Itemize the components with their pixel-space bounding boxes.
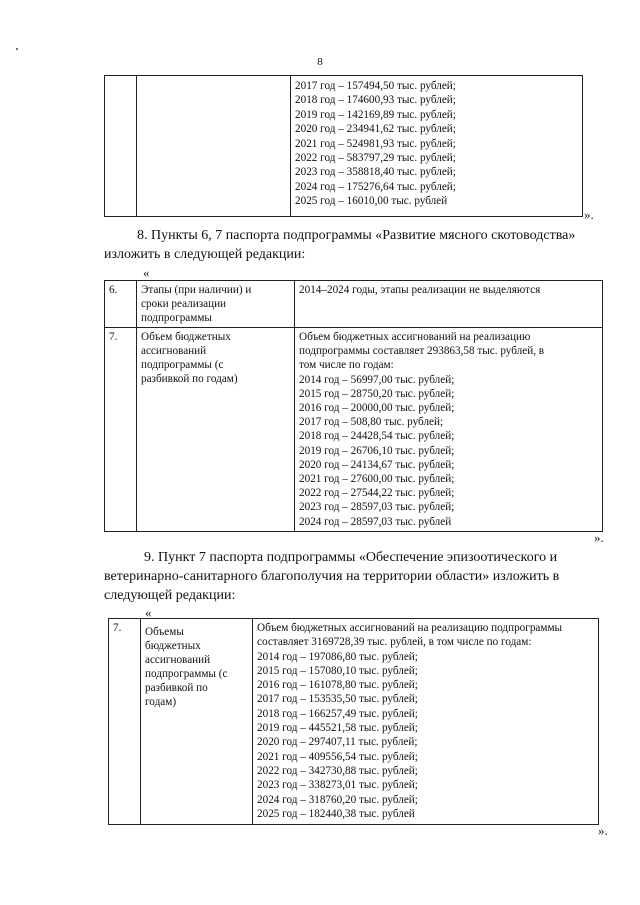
value-line: 2023 год – 338273,01 тыс. рублей; bbox=[257, 779, 418, 792]
value-line: составляет 3169728,39 тыс. рублей, в том числе по годам: bbox=[257, 636, 532, 649]
paragraph-9-line2: ветеринарно-санитарного благополучия на территории области» изложить в bbox=[104, 569, 560, 584]
label-line: годам) bbox=[145, 696, 177, 708]
label-line: ассигнований bbox=[141, 345, 207, 357]
value-line: 2014 год – 56997,00 тыс. рублей; bbox=[299, 373, 455, 386]
label-line: Этапы (при наличии) и bbox=[141, 284, 252, 296]
paragraph-9-line1: 9. Пункт 7 паспорта подпрограммы «Обеспечение эпизоотического и bbox=[144, 550, 558, 565]
table-row bbox=[105, 281, 603, 328]
value-line: 2016 год – 20000,00 тыс. рублей; bbox=[299, 402, 455, 415]
value-line: 2024 год – 28597,03 тыс. рублей bbox=[299, 515, 452, 528]
row-number: 6. bbox=[105, 281, 137, 328]
closing-quote: ». bbox=[594, 530, 604, 545]
value-line: 2015 год – 28750,20 тыс. рублей; bbox=[299, 387, 455, 400]
value-line: 2022 год – 27544,22 тыс. рублей; bbox=[299, 487, 455, 500]
year-line: 2023 год – 358818,40 тыс. рублей; bbox=[295, 166, 456, 179]
row-value: 2014–2024 годы, этапы реализации не выделяются bbox=[295, 281, 603, 328]
scan-speck bbox=[16, 48, 18, 50]
year-line: 2018 год – 174600,93 тыс. рублей; bbox=[295, 94, 456, 107]
value-line: 2022 год – 342730,88 тыс. рублей; bbox=[257, 764, 418, 777]
table-cell-label bbox=[137, 76, 291, 217]
label-line: подпрограммы bbox=[141, 312, 212, 324]
value-line: 2018 год – 166257,49 тыс. рублей; bbox=[257, 707, 418, 720]
label-line: Объемы bbox=[145, 626, 184, 638]
paragraph-8-line1: 8. Пункты 6, 7 паспорта подпрограммы «Развитие мясного скотоводства» bbox=[137, 228, 576, 243]
table-row bbox=[105, 76, 583, 217]
value-line: 2021 год – 27600,00 тыс. рублей; bbox=[299, 473, 455, 486]
value-line: 2021 год – 409556,54 тыс. рублей; bbox=[257, 750, 418, 763]
row-label bbox=[137, 281, 295, 328]
year-line: 2017 год – 157494,50 тыс. рублей; bbox=[295, 80, 456, 92]
year-line: 2021 год – 524981,93 тыс. рублей; bbox=[295, 137, 456, 150]
paragraph-8-line2: изложить в следующей редакции: bbox=[104, 247, 306, 262]
label-line: бюджетных bbox=[145, 640, 201, 652]
table-row bbox=[109, 619, 599, 825]
row-number: 7. bbox=[109, 619, 141, 825]
value-line: 2023 год – 28597,03 тыс. рублей; bbox=[299, 501, 455, 514]
value-line: 2015 год – 157080,10 тыс. рублей; bbox=[257, 664, 418, 677]
label-line: ассигнований bbox=[145, 654, 211, 666]
table-cell-num bbox=[105, 76, 137, 217]
year-line: 2019 год – 142169,89 тыс. рублей; bbox=[295, 108, 456, 121]
table-row bbox=[105, 328, 603, 532]
row-value bbox=[295, 328, 603, 532]
closing-quote: ». bbox=[584, 207, 594, 222]
table-continuation bbox=[104, 75, 583, 217]
value-line: 2014 год – 197086,80 тыс. рублей; bbox=[257, 650, 418, 663]
row-value bbox=[253, 619, 599, 825]
value-line: 2017 год – 508,80 тыс. рублей; bbox=[299, 416, 444, 429]
value-line: 2019 год – 445521,58 тыс. рублей; bbox=[257, 722, 418, 735]
closing-quote: ». bbox=[598, 823, 608, 838]
row-label bbox=[141, 619, 253, 825]
value-line: 2017 год – 153535,50 тыс. рублей; bbox=[257, 693, 418, 706]
paragraph-9-line3: следующей редакции: bbox=[104, 588, 236, 603]
opening-quote: « bbox=[143, 265, 150, 280]
year-line: 2025 год – 16010,00 тыс. рублей bbox=[295, 195, 448, 208]
year-line: 2024 год – 175276,64 тыс. рублей; bbox=[295, 180, 456, 193]
value-line: том числе по годам: bbox=[299, 359, 394, 372]
row-label bbox=[137, 328, 295, 532]
value-line: 2025 год – 182440,38 тыс. рублей bbox=[257, 807, 415, 820]
year-line: 2022 год – 583797,29 тыс. рублей; bbox=[295, 152, 456, 165]
label-line: разбивкой по bbox=[145, 682, 208, 694]
year-line: 2020 год – 234941,62 тыс. рублей; bbox=[295, 123, 456, 136]
value-line: 2018 год – 24428,54 тыс. рублей; bbox=[299, 430, 455, 443]
label-line: подпрограммы (с bbox=[141, 359, 224, 371]
table-cell-value bbox=[291, 76, 583, 217]
table-subprogram-veterinary bbox=[108, 618, 599, 825]
value-line: 2020 год – 297407,11 тыс. рублей; bbox=[257, 736, 418, 749]
opening-quote: « bbox=[145, 605, 152, 620]
label-line: Объем бюджетных bbox=[141, 331, 231, 343]
value-line: подпрограммы составляет 293863,58 тыс. рублей, в bbox=[299, 345, 545, 358]
value-line: 2019 год – 26706,10 тыс. рублей; bbox=[299, 444, 455, 457]
value-line: Объем бюджетных ассигнований на реализацию подпрограммы bbox=[257, 622, 563, 634]
label-line: сроки реализации bbox=[141, 298, 227, 310]
value-line: 2016 год – 161078,80 тыс. рублей; bbox=[257, 679, 418, 692]
row-number: 7. bbox=[105, 328, 137, 532]
label-line: разбивкой по годам) bbox=[141, 373, 238, 385]
table-subprogram-meat bbox=[104, 280, 603, 532]
page-number: 8 bbox=[317, 56, 323, 68]
label-line: подпрограммы (с bbox=[145, 668, 228, 680]
value-line: 2020 год – 24134,67 тыс. рублей; bbox=[299, 458, 455, 471]
value-line: 2024 год – 318760,20 тыс. рублей; bbox=[257, 793, 418, 806]
value-line: Объем бюджетных ассигнований на реализацию bbox=[299, 331, 531, 343]
